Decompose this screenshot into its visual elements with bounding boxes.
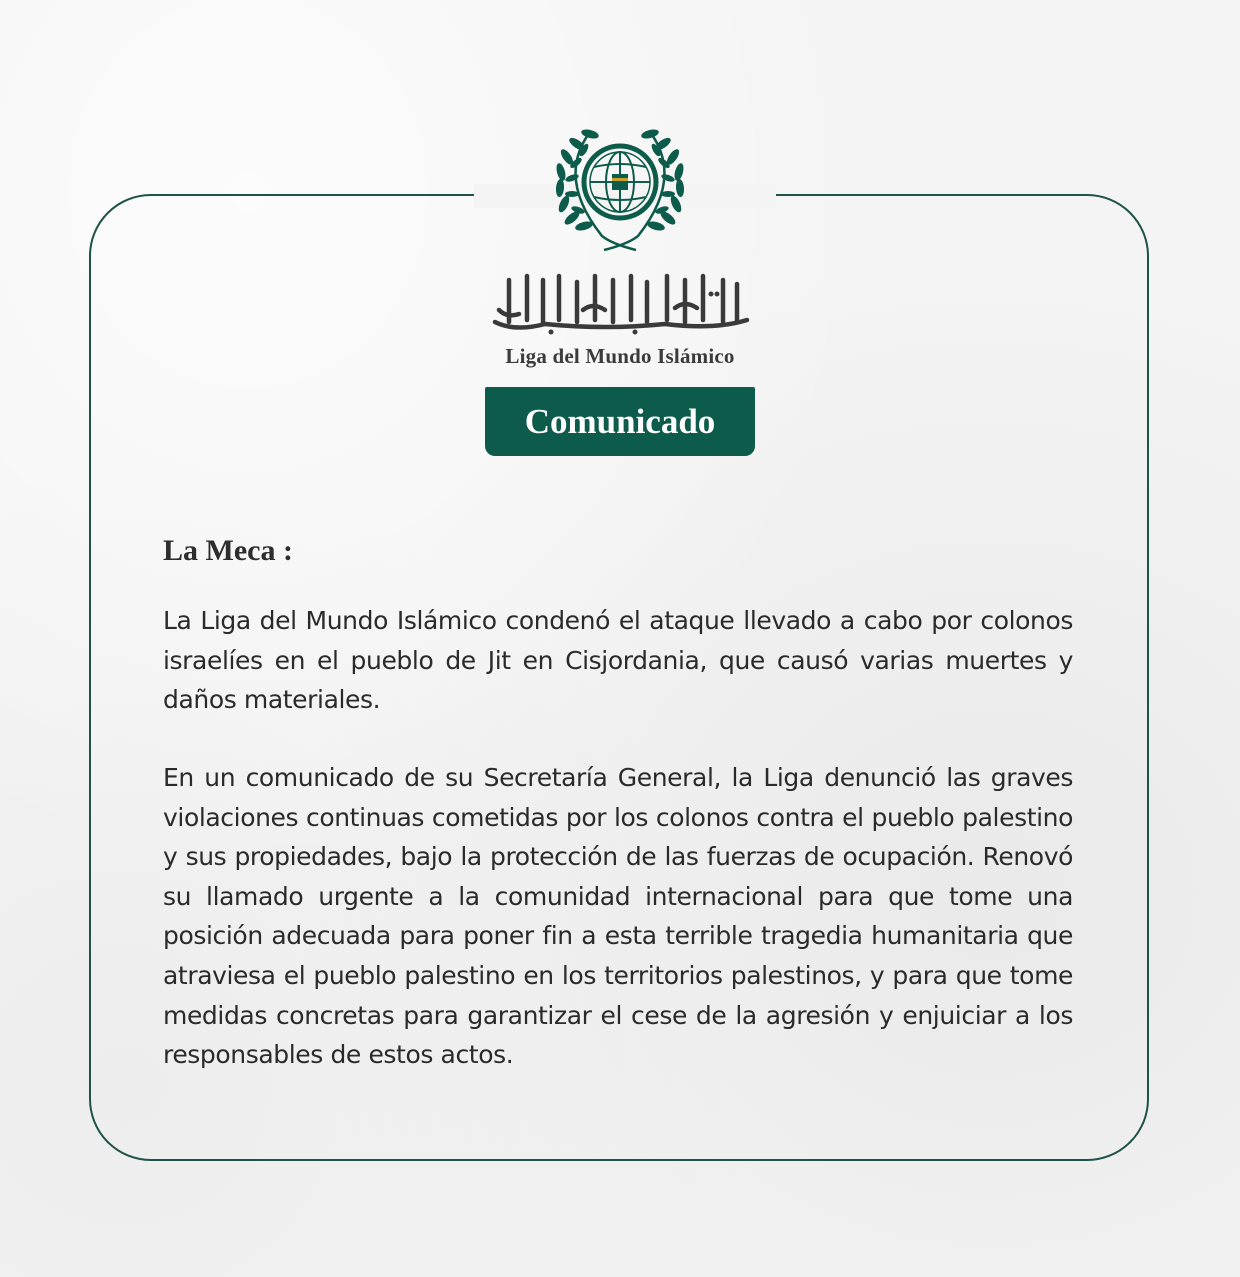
dateline: La Meca : xyxy=(163,534,293,567)
paragraph-1: La Liga del Mundo Islámico condenó el ataque llevado a cabo por colonos israelíes en el pueblo de Jit en Cisjordania, que causó varias muertes y daños materiales. xyxy=(163,606,1073,715)
arabic-calligraphy-logo xyxy=(0,270,1240,344)
organization-name: Liga del Mundo Islámico xyxy=(505,344,735,368)
paragraph-2: En un comunicado de su Secretaría General, la Liga denunció las graves violaciones continuas cometidas por los colonos contra el pueblo palestino y sus propiedades, bajo la protección de las fuerzas de ocupación. Renovó su llamado urgente a la comunidad internacional para que tome una posición adecuada para poner fin a esta terrible tragedia humanitaria que atraviesa el pueblo palestino en los territorios palestinos, y para que tome medidas concretas para garantizar el cese de la agresión y enjuiciar a los responsables de estos actos. xyxy=(163,763,1073,1070)
globe-laurel-wreath-icon xyxy=(550,118,690,254)
communique-badge: Comunicado xyxy=(485,387,755,456)
